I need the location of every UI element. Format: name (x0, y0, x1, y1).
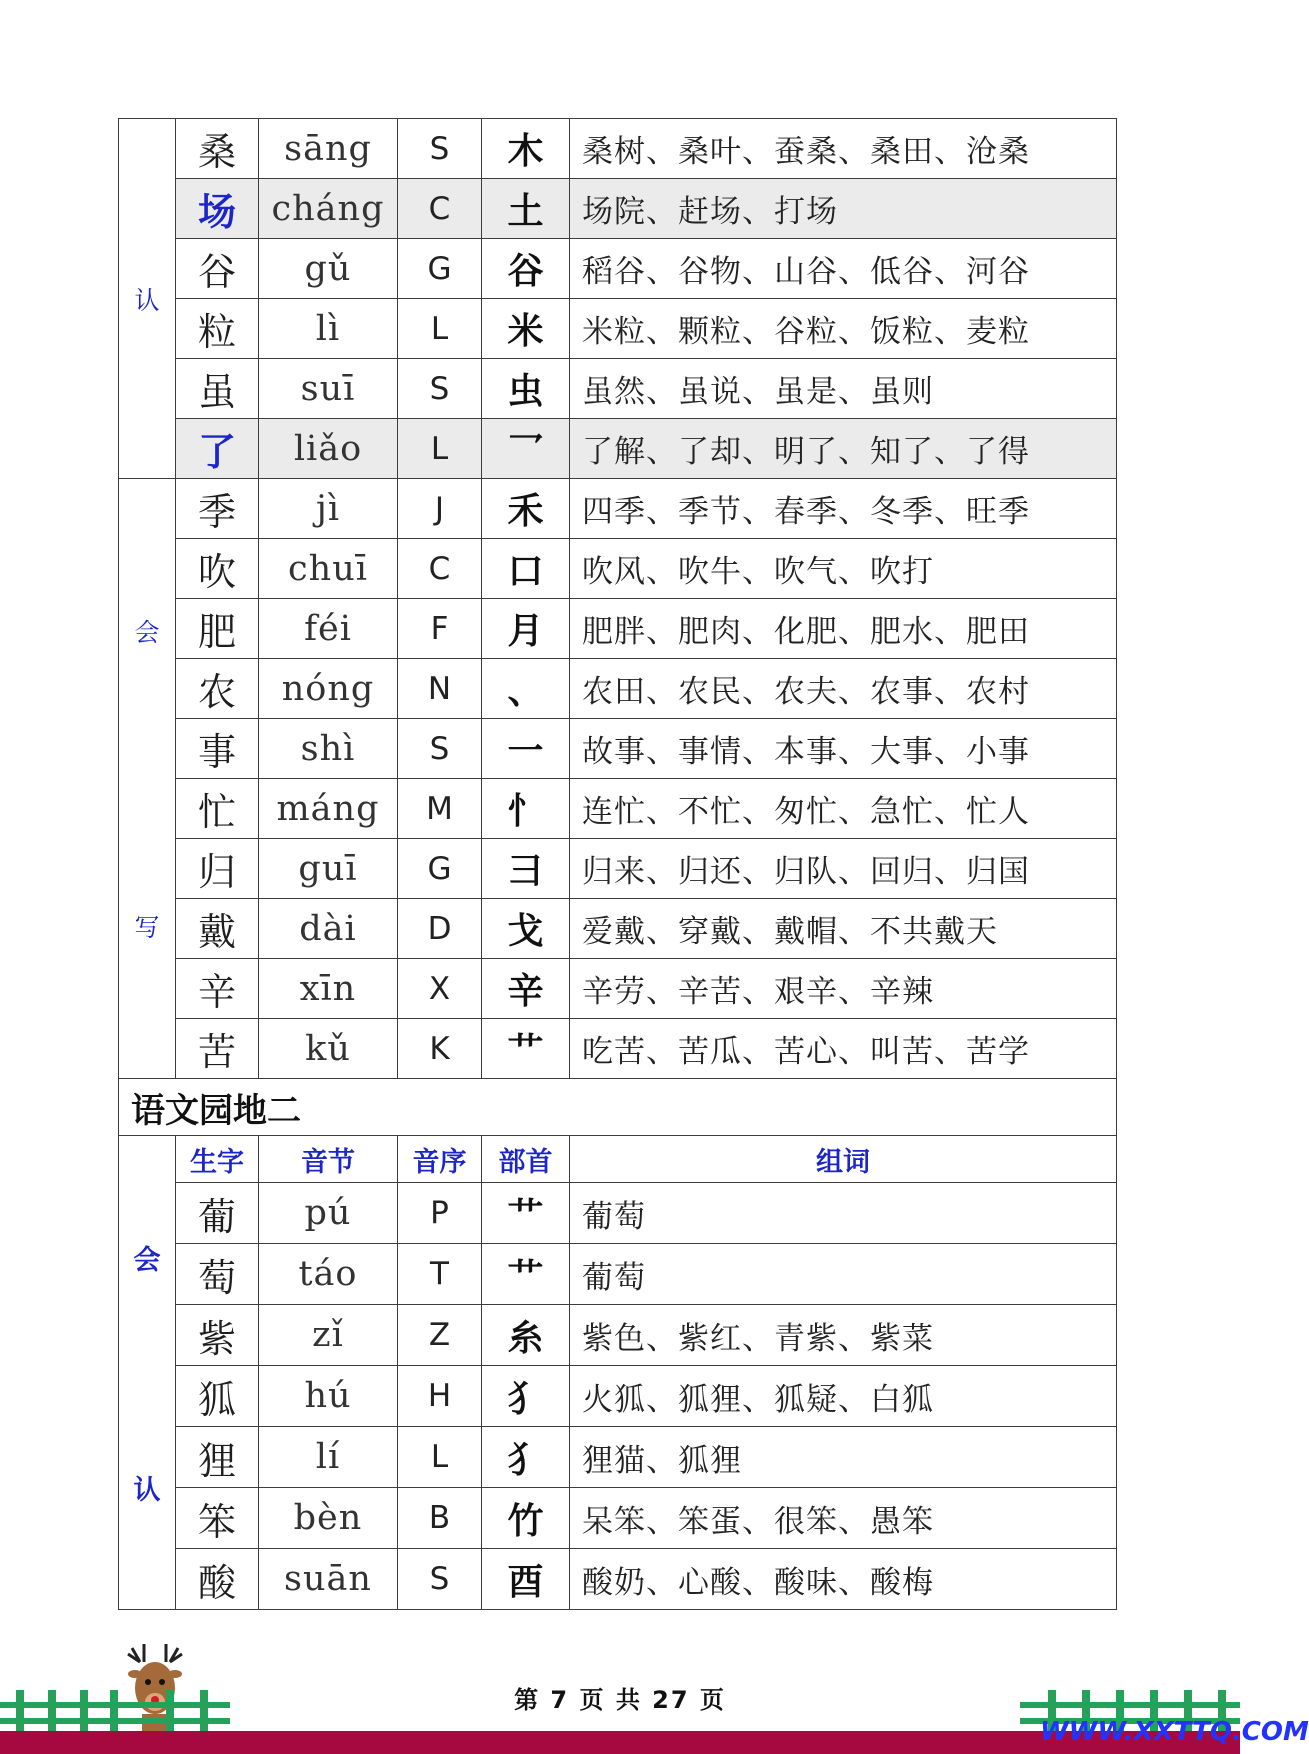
pinyin-cell (259, 1244, 398, 1305)
char-cell-text: 辛 (197, 970, 236, 1014)
radical-cell (482, 779, 570, 839)
order-cell-text: K (429, 1030, 450, 1067)
char-cell-text: 农 (197, 670, 236, 714)
radical-cell (482, 719, 570, 779)
words-cell (570, 239, 1117, 299)
char-cell (176, 1019, 259, 1079)
category-label: 认 (134, 285, 160, 315)
pinyin-cell (259, 1427, 398, 1488)
order-cell (398, 179, 482, 239)
radical-cell-text: 一 (507, 731, 544, 772)
table-row (119, 479, 1117, 539)
radical-cell-text: 糸 (507, 1317, 544, 1359)
words-cell-text: 虽然、虽说、虽是、虽则 (582, 374, 934, 410)
category-label: 会 (134, 618, 160, 647)
section-title-row (119, 1079, 1117, 1136)
words-cell-text: 米粒、颗粒、谷粒、饭粒、麦粒 (582, 314, 1030, 350)
pinyin-cell-text: pú (304, 1193, 352, 1233)
words-cell (570, 599, 1117, 659)
table-row (119, 1305, 1117, 1366)
char-cell (176, 539, 259, 599)
char-cell-text: 萄 (197, 1255, 236, 1300)
order-cell-text: L (430, 430, 449, 467)
pinyin-cell (259, 1183, 398, 1244)
pinyin-cell (259, 239, 398, 299)
pinyin-cell-text: guī (298, 848, 358, 889)
table-row (119, 1366, 1117, 1427)
order-cell (398, 239, 482, 299)
order-cell-text: J (434, 490, 445, 527)
words-cell-text: 辛劳、辛苦、艰辛、辛辣 (582, 974, 934, 1010)
table-row (119, 1019, 1117, 1079)
order-cell-text: D (427, 910, 452, 947)
table-row (119, 539, 1117, 599)
category-label: 认 (133, 1475, 161, 1506)
order-cell (398, 119, 482, 179)
words-cell-text: 吃苦、苦瓜、苦心、叫苦、苦学 (582, 1034, 1030, 1070)
order-cell (398, 1549, 482, 1610)
pinyin-cell (259, 419, 398, 479)
pinyin-cell (259, 1549, 398, 1610)
char-cell (176, 1244, 259, 1305)
pinyin-cell-text: suī (300, 368, 356, 409)
header-pinyin (259, 1136, 398, 1183)
pinyin-cell-text: zǐ (312, 1315, 344, 1355)
words-cell-text: 肥胖、肥肉、化肥、肥水、肥田 (582, 614, 1030, 650)
radical-cell-text: 禾 (507, 491, 544, 532)
char-cell-text: 场 (197, 189, 236, 234)
radical-cell (482, 359, 570, 419)
char-cell (176, 899, 259, 959)
char-cell (176, 119, 259, 179)
radical-cell (482, 899, 570, 959)
header-pinyin-text: 音节 (301, 1146, 355, 1178)
radical-cell (482, 179, 570, 239)
order-cell (398, 839, 482, 899)
radical-cell (482, 1183, 570, 1244)
radical-cell (482, 1019, 570, 1079)
words-cell-text: 归来、归还、归队、回归、归国 (582, 854, 1030, 890)
char-cell-text: 肥 (197, 610, 236, 654)
words-cell-text: 狸猫、狐狸 (582, 1442, 742, 1479)
order-cell (398, 719, 482, 779)
char-cell-text: 归 (197, 850, 236, 894)
words-cell (570, 659, 1117, 719)
order-cell-text: X (428, 970, 451, 1007)
words-cell-text: 四季、季节、春季、冬季、旺季 (582, 494, 1030, 530)
radical-cell (482, 1305, 570, 1366)
char-cell-text: 酸 (197, 1560, 236, 1605)
radical-cell-text: 乛 (507, 431, 544, 472)
pinyin-cell-text: cháng (271, 188, 385, 229)
header-order-text: 音序 (412, 1146, 467, 1178)
radical-cell (482, 299, 570, 359)
radical-cell (482, 419, 570, 479)
order-cell-text: Z (428, 1317, 451, 1353)
pinyin-cell-text: kǔ (305, 1028, 351, 1069)
radical-cell (482, 599, 570, 659)
category-label: 会 (133, 1245, 161, 1276)
char-cell (176, 1549, 259, 1610)
words-cell-text: 爱戴、穿戴、戴帽、不共戴天 (582, 914, 998, 950)
radical-cell-text: 土 (507, 191, 544, 232)
radical-cell-text: 口 (507, 551, 544, 592)
words-cell-text: 呆笨、笨蛋、很笨、愚笨 (582, 1503, 934, 1540)
order-cell-text: T (430, 1256, 449, 1292)
order-cell (398, 359, 482, 419)
char-cell-text: 桑 (197, 130, 236, 174)
category-cell (119, 479, 176, 1079)
char-cell-text: 狸 (197, 1438, 236, 1483)
pinyin-cell (259, 1488, 398, 1549)
char-cell-text: 粒 (197, 310, 236, 354)
words-cell (570, 1019, 1117, 1079)
order-cell (398, 1019, 482, 1079)
order-cell-text: H (427, 1378, 452, 1414)
char-cell-text: 事 (197, 730, 236, 774)
radical-cell-text: 虫 (507, 371, 544, 412)
words-cell-text: 连忙、不忙、匆忙、急忙、忙人 (582, 794, 1030, 830)
pinyin-cell (259, 599, 398, 659)
radical-cell-text: 艹 (507, 1195, 544, 1237)
words-cell (570, 1244, 1117, 1305)
order-cell-text: B (428, 1500, 451, 1536)
char-cell (176, 1427, 259, 1488)
table-row (119, 899, 1117, 959)
order-cell (398, 1183, 482, 1244)
char-cell-text: 紫 (197, 1316, 236, 1361)
pinyin-cell (259, 779, 398, 839)
char-cell (176, 1488, 259, 1549)
table-row (119, 1549, 1117, 1610)
pinyin-cell-text: jì (315, 488, 341, 529)
radical-cell-text: 竹 (507, 1500, 544, 1542)
order-cell-text: C (428, 190, 451, 227)
pinyin-cell-text: máng (276, 788, 380, 829)
words-cell (570, 299, 1117, 359)
char-cell (176, 719, 259, 779)
char-cell (176, 1366, 259, 1427)
header-radical (482, 1136, 570, 1183)
pinyin-cell (259, 119, 398, 179)
table-row (119, 299, 1117, 359)
radical-cell (482, 539, 570, 599)
order-cell-text: G (427, 850, 452, 887)
char-cell (176, 419, 259, 479)
words-cell (570, 1488, 1117, 1549)
words-cell (570, 539, 1117, 599)
radical-cell-text: 犭 (507, 1378, 544, 1420)
words-cell (570, 419, 1117, 479)
order-cell-text: S (429, 370, 450, 407)
words-cell (570, 1366, 1117, 1427)
table-row (119, 1488, 1117, 1549)
words-cell-text: 酸奶、心酸、酸味、酸梅 (582, 1564, 934, 1601)
words-cell-text: 场院、赶场、打场 (582, 194, 838, 230)
words-cell (570, 839, 1117, 899)
char-cell (176, 959, 259, 1019)
char-cell-text: 了 (197, 429, 236, 474)
pinyin-cell (259, 839, 398, 899)
section-title (119, 1079, 1117, 1136)
order-cell-text: M (426, 790, 453, 827)
radical-cell (482, 479, 570, 539)
char-cell-text: 葡 (197, 1194, 236, 1239)
radical-cell-text: 艹 (507, 1256, 544, 1298)
radical-cell-text: 彐 (507, 851, 544, 892)
order-cell-text: S (429, 130, 450, 167)
pinyin-cell-text: hú (304, 1376, 352, 1416)
words-cell-text: 农田、农民、农夫、农事、农村 (582, 674, 1030, 710)
pinyin-cell-text: xīn (299, 968, 357, 1009)
words-cell-text: 葡萄 (582, 1259, 646, 1296)
pinyin-cell (259, 719, 398, 779)
pinyin-cell-text: dài (299, 908, 357, 949)
words-cell (570, 479, 1117, 539)
table-row (119, 719, 1117, 779)
radical-cell-text: 辛 (507, 971, 544, 1012)
words-cell (570, 719, 1117, 779)
site-url[interactable]: WWW.XXTTQ.COM (1040, 1717, 1309, 1747)
pinyin-cell (259, 299, 398, 359)
char-cell-text: 苦 (197, 1030, 236, 1074)
radical-cell-text: 谷 (507, 251, 544, 292)
order-cell (398, 779, 482, 839)
page-number: 第 7 页 共 27 页 (514, 1686, 726, 1714)
pinyin-cell (259, 899, 398, 959)
pinyin-cell-text: lí (315, 1437, 341, 1477)
radical-cell (482, 959, 570, 1019)
words-cell-text: 桑树、桑叶、蚕桑、桑田、沧桑 (582, 134, 1030, 170)
order-cell (398, 1488, 482, 1549)
radical-cell-text: 艹 (507, 1031, 544, 1072)
words-cell (570, 779, 1117, 839)
table-row (119, 1427, 1117, 1488)
radical-cell-text: 米 (507, 311, 544, 352)
char-cell (176, 659, 259, 719)
order-cell-text: G (427, 250, 452, 287)
order-cell-text: S (429, 730, 450, 767)
character-table (118, 118, 1117, 1610)
category-label: 写 (134, 913, 160, 942)
char-cell-text: 戴 (197, 910, 236, 954)
header-order (398, 1136, 482, 1183)
words-cell-text: 紫色、紫红、青紫、紫菜 (582, 1320, 934, 1357)
pinyin-cell (259, 1305, 398, 1366)
table-row (119, 419, 1117, 479)
char-cell (176, 299, 259, 359)
pinyin-cell (259, 1366, 398, 1427)
pinyin-cell (259, 659, 398, 719)
words-cell-text: 稻谷、谷物、山谷、低谷、河谷 (582, 254, 1030, 290)
pinyin-cell-text: sāng (284, 128, 372, 169)
table-row (119, 1183, 1117, 1244)
words-cell-text: 火狐、狐狸、狐疑、白狐 (582, 1381, 934, 1418)
fence-icon (0, 1680, 230, 1736)
category-cell (119, 1136, 176, 1610)
words-cell (570, 1305, 1117, 1366)
char-cell (176, 1305, 259, 1366)
radical-cell (482, 1244, 570, 1305)
pinyin-cell-text: bèn (293, 1498, 363, 1538)
char-cell-text: 狐 (197, 1377, 236, 1422)
order-cell (398, 659, 482, 719)
order-cell (398, 599, 482, 659)
char-cell-text: 季 (197, 490, 236, 534)
pinyin-cell (259, 1019, 398, 1079)
radical-cell (482, 839, 570, 899)
header-words-text: 组词 (816, 1146, 870, 1178)
pinyin-cell-text: gǔ (304, 248, 352, 289)
pinyin-cell-text: suān (284, 1559, 372, 1599)
table-row (119, 779, 1117, 839)
order-cell-text: N (427, 670, 452, 707)
table-row (119, 119, 1117, 179)
words-cell (570, 119, 1117, 179)
radical-cell (482, 659, 570, 719)
header-char-text: 生字 (190, 1146, 244, 1178)
order-cell (398, 959, 482, 1019)
table-row (119, 239, 1117, 299)
char-cell-text: 笨 (197, 1499, 236, 1544)
pinyin-cell-text: shì (300, 728, 356, 769)
radical-cell-text: 戈 (507, 911, 544, 952)
header-radical-text: 部首 (498, 1146, 553, 1178)
order-cell (398, 479, 482, 539)
order-cell (398, 1427, 482, 1488)
char-cell (176, 779, 259, 839)
words-cell-text: 吹风、吹牛、吹气、吹打 (582, 554, 934, 590)
radical-cell-text: 忄 (507, 791, 544, 832)
radical-cell (482, 1427, 570, 1488)
pinyin-cell (259, 479, 398, 539)
radical-cell (482, 1488, 570, 1549)
char-cell-text: 吹 (197, 550, 236, 594)
char-cell (176, 239, 259, 299)
order-cell-text: F (430, 610, 449, 647)
char-cell (176, 359, 259, 419)
order-cell (398, 899, 482, 959)
table-row (119, 1244, 1117, 1305)
order-cell (398, 299, 482, 359)
char-cell (176, 479, 259, 539)
radical-cell (482, 1366, 570, 1427)
words-cell (570, 1427, 1117, 1488)
radical-cell-text: 木 (507, 131, 544, 172)
char-cell-text: 虽 (197, 370, 236, 414)
header-char (176, 1136, 259, 1183)
table-row (119, 839, 1117, 899)
char-cell (176, 179, 259, 239)
order-cell-text: P (430, 1195, 449, 1231)
pinyin-cell (259, 359, 398, 419)
radical-cell-text: 犭 (507, 1439, 544, 1481)
radical-cell (482, 1549, 570, 1610)
pinyin-cell-text: chuī (288, 548, 368, 589)
char-cell-text: 谷 (197, 250, 236, 294)
section-title-text: 语文园地二 (131, 1090, 301, 1131)
order-cell-text: L (430, 310, 449, 347)
order-cell (398, 1305, 482, 1366)
char-cell (176, 839, 259, 899)
words-cell (570, 1183, 1117, 1244)
table-row (119, 599, 1117, 659)
words-cell (570, 179, 1117, 239)
radical-cell-text: 月 (507, 611, 544, 652)
char-cell (176, 1183, 259, 1244)
pinyin-cell (259, 179, 398, 239)
pinyin-cell-text: liǎo (293, 428, 363, 469)
char-cell (176, 599, 259, 659)
pinyin-cell-text: féi (304, 608, 352, 649)
order-cell-text: S (429, 1561, 450, 1597)
order-cell (398, 419, 482, 479)
category-cell (119, 119, 176, 479)
radical-cell (482, 119, 570, 179)
table-row (119, 959, 1117, 1019)
words-cell-text: 故事、事情、本事、大事、小事 (582, 734, 1030, 770)
order-cell (398, 539, 482, 599)
pinyin-cell-text: táo (298, 1254, 358, 1294)
radical-cell (482, 239, 570, 299)
header-words (570, 1136, 1117, 1183)
table-row (119, 179, 1117, 239)
order-cell (398, 1244, 482, 1305)
words-cell-text: 了解、了却、明了、知了、了得 (582, 434, 1030, 470)
order-cell (398, 1366, 482, 1427)
table-row (119, 359, 1117, 419)
pinyin-cell (259, 959, 398, 1019)
words-cell (570, 959, 1117, 1019)
words-cell (570, 1549, 1117, 1610)
table-header-row (119, 1136, 1117, 1183)
table-row (119, 659, 1117, 719)
words-cell (570, 359, 1117, 419)
pinyin-cell-text: nóng (281, 668, 375, 709)
words-cell (570, 899, 1117, 959)
pinyin-cell-text: lì (315, 308, 341, 349)
pinyin-cell (259, 539, 398, 599)
order-cell-text: L (430, 1439, 449, 1475)
order-cell-text: C (428, 550, 451, 587)
radical-cell-text: 、 (507, 671, 544, 712)
radical-cell-text: 酉 (507, 1561, 544, 1603)
char-cell-text: 忙 (197, 790, 236, 834)
words-cell-text: 葡萄 (582, 1198, 646, 1235)
